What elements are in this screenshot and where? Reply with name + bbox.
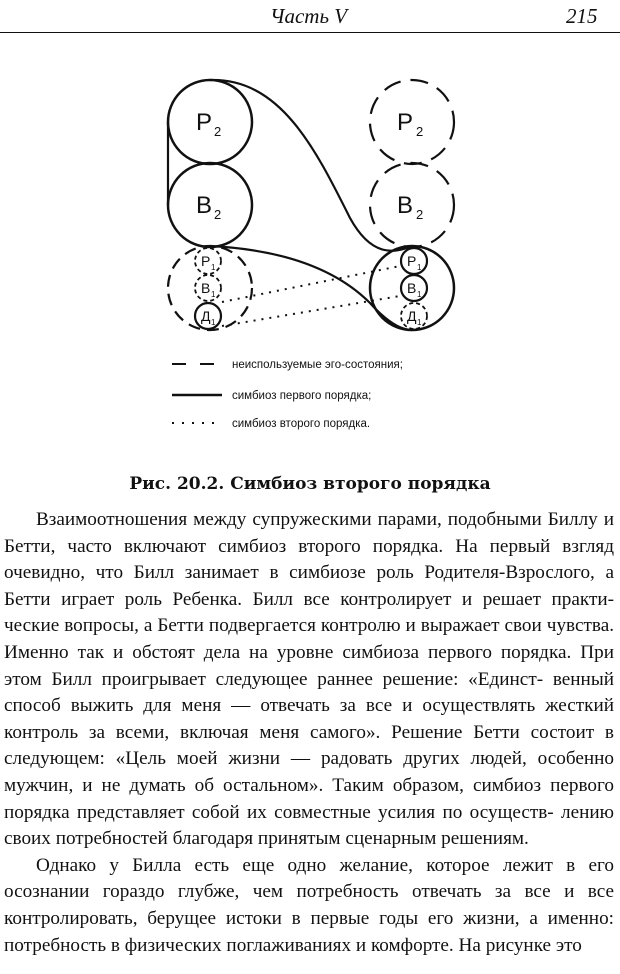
text-line: Бетти играет роль Ребенка. Билл все контролирует и решает практи- xyxy=(4,588,614,610)
second-order-line-2 xyxy=(222,296,400,326)
running-header xyxy=(0,0,620,33)
right-p2-sub: 2 xyxy=(416,124,424,139)
right-p1-sub: 1 xyxy=(417,263,422,272)
text-line: Взаимоотношения между супружескими парами, подобными Биллу xyxy=(36,509,598,530)
text-line: Однако у Билла есть еще одно желание, которое лежит в его xyxy=(36,854,614,876)
part-title: Часть V xyxy=(270,4,348,28)
text-line: потребность в физических поглаживаниях и комфорте. На рисунке это xyxy=(4,934,582,956)
text-line: и Бетти, часто включают симбиоз второго порядка. На первый взгляд xyxy=(4,509,614,557)
legend-dashed-label: неиспользуемые эго-состояния; xyxy=(232,359,403,371)
diagram-svg xyxy=(150,68,480,448)
left-b2-letter: В xyxy=(196,192,213,219)
text-line: первого порядка представляет собой их совместные усилия по осуществ- xyxy=(4,774,614,823)
paragraph-1 xyxy=(4,507,614,853)
right-b1-sub: 1 xyxy=(417,290,422,299)
left-p1-letter: Р xyxy=(201,253,211,269)
right-b2-letter: В xyxy=(397,192,414,219)
left-d1-letter: Д xyxy=(201,308,211,324)
page-number: 215 xyxy=(566,4,598,28)
first-order-top-curve xyxy=(210,80,412,251)
text-line: венный способ выжить для меня — отвечать за все и осуществлять xyxy=(4,668,614,717)
left-p2-sub: 2 xyxy=(214,124,222,139)
right-p2-letter: Р xyxy=(397,109,414,136)
legend-dotted-label: симбиоз второго порядка. xyxy=(232,418,371,430)
left-b1-letter: В xyxy=(201,280,211,296)
right-b1-letter: В xyxy=(407,280,417,296)
legend-solid-label: симбиоз первого порядка; xyxy=(232,390,372,402)
text-line: особенно мужчин, и не думать об остальном». Таким образом, симбиоз xyxy=(4,748,614,796)
ego-state-diagram xyxy=(150,68,480,448)
right-p1-letter: Р xyxy=(407,253,417,269)
left-p1-sub: 1 xyxy=(211,263,216,272)
text-line: жесткий контроль за всеми, включая меня самого». Решение Бетти xyxy=(4,695,615,743)
body-text xyxy=(4,507,614,959)
text-line: лению своих потребностей благодаря принятым сценарным решениям. xyxy=(4,801,615,850)
text-line: При этом Билл проигрывает следующее раннее решение: «Единст- xyxy=(4,641,614,690)
figure-caption: Рис. 20.2. Симбиоз второго порядка xyxy=(129,474,491,494)
left-p2-letter: Р xyxy=(196,109,213,136)
left-d1-sub: 1 xyxy=(211,318,216,327)
text-line: осознании гораздо глубже, чем потребность отвечать за все и все xyxy=(4,881,614,903)
right-d1-sub: 1 xyxy=(417,318,422,327)
right-d1-letter: Д xyxy=(407,308,417,324)
paragraph-2 xyxy=(4,853,614,959)
text-line: контролировать, берущее истоки в первые годы его жизни, а именно: xyxy=(4,907,614,929)
text-line: чувства. Именно так и обстоят дела на уровне симбиоза первого порядка. xyxy=(4,615,615,663)
text-line: состоит в следующем: «Цель моей жизни — радовать других людей, xyxy=(4,721,614,770)
left-b1-sub: 1 xyxy=(211,290,216,299)
text-line: очевидно, что Билл занимает в симбиозе роль Родителя-Взрослого, а xyxy=(4,562,614,584)
left-b2-sub: 2 xyxy=(214,207,222,222)
right-b2-sub: 2 xyxy=(416,207,424,222)
text-line: ческие вопросы, а Бетти подвергается контролю и выражает свои xyxy=(4,615,542,637)
